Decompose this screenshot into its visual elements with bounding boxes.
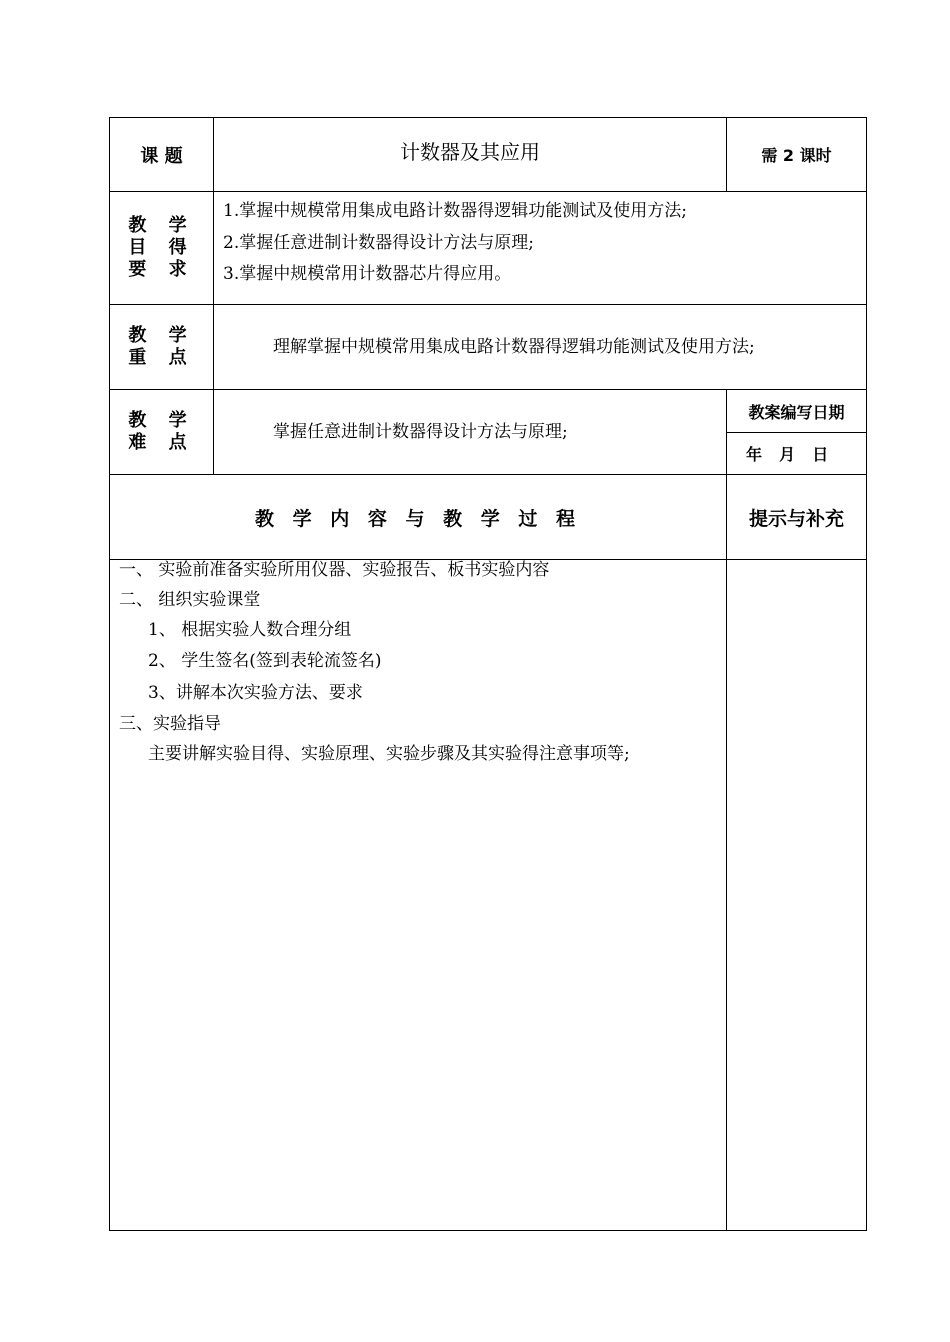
difficulties-label-line: 教 学 xyxy=(128,410,195,431)
objective-item: 1.掌握中规模常用集成电路计数器得逻辑功能测试及使用方法; xyxy=(223,201,687,221)
difficulties-label xyxy=(110,390,213,474)
objectives-label-line: 目 得 xyxy=(128,237,195,258)
difficulties-label-line: 难 点 xyxy=(128,432,195,453)
key-points-label-line: 教 学 xyxy=(128,325,195,346)
content-line: 主要讲解实验目得、实验原理、实验步骤及其实验得注意事项等; xyxy=(148,744,630,764)
row-divider-1 xyxy=(109,191,867,192)
objective-item: 2.掌握任意进制计数器得设计方法与原理; xyxy=(223,233,534,253)
objectives-label-line: 要 求 xyxy=(128,259,195,280)
content-title-text: 教 学 内 容 与 教 学 过 程 xyxy=(255,507,581,530)
objective-item: 3.掌握中规模常用计数器芯片得应用。 xyxy=(223,264,512,284)
content-line: 二、 组织实验课堂 xyxy=(119,590,261,610)
topic-title xyxy=(214,118,726,182)
difficulties-text: 掌握任意进制计数器得设计方法与原理; xyxy=(273,422,568,442)
objectives-label xyxy=(110,192,213,304)
class-hours xyxy=(727,118,866,191)
content-line: 1、 根据实验人数合理分组 xyxy=(148,620,352,640)
date-label xyxy=(727,390,866,432)
content-line: 三、实验指导 xyxy=(119,714,221,734)
topic-label-text: 课 题 xyxy=(140,145,183,167)
date-value xyxy=(727,433,866,474)
table-border-bottom xyxy=(109,1230,867,1231)
row-divider-2 xyxy=(109,304,867,305)
key-points-label xyxy=(110,305,213,389)
notes-title-text: 提示与补充 xyxy=(748,507,844,530)
topic-label xyxy=(110,118,213,191)
key-points-label-line: 重 点 xyxy=(128,347,195,368)
notes-title xyxy=(727,475,866,559)
content-line: 一、 实验前准备实验所用仪器、实验报告、板书实验内容 xyxy=(119,560,550,580)
notes-column-body xyxy=(727,560,866,1230)
table-border-right xyxy=(866,117,867,1231)
class-hours-text: 需 2 课时 xyxy=(761,146,832,165)
content-line: 3、讲解本次实验方法、要求 xyxy=(148,683,363,703)
key-points-text: 理解掌握中规模常用集成电路计数器得逻辑功能测试及使用方法; xyxy=(273,337,755,357)
objectives-label-line: 教 学 xyxy=(128,215,195,236)
date-label-text: 教案编写日期 xyxy=(748,402,845,422)
content-line: 2、 学生签名(签到表轮流签名) xyxy=(148,651,382,671)
content-title xyxy=(110,475,726,559)
topic-title-text: 计数器及其应用 xyxy=(400,139,540,164)
date-value-text: 年 月 日 xyxy=(746,445,831,464)
